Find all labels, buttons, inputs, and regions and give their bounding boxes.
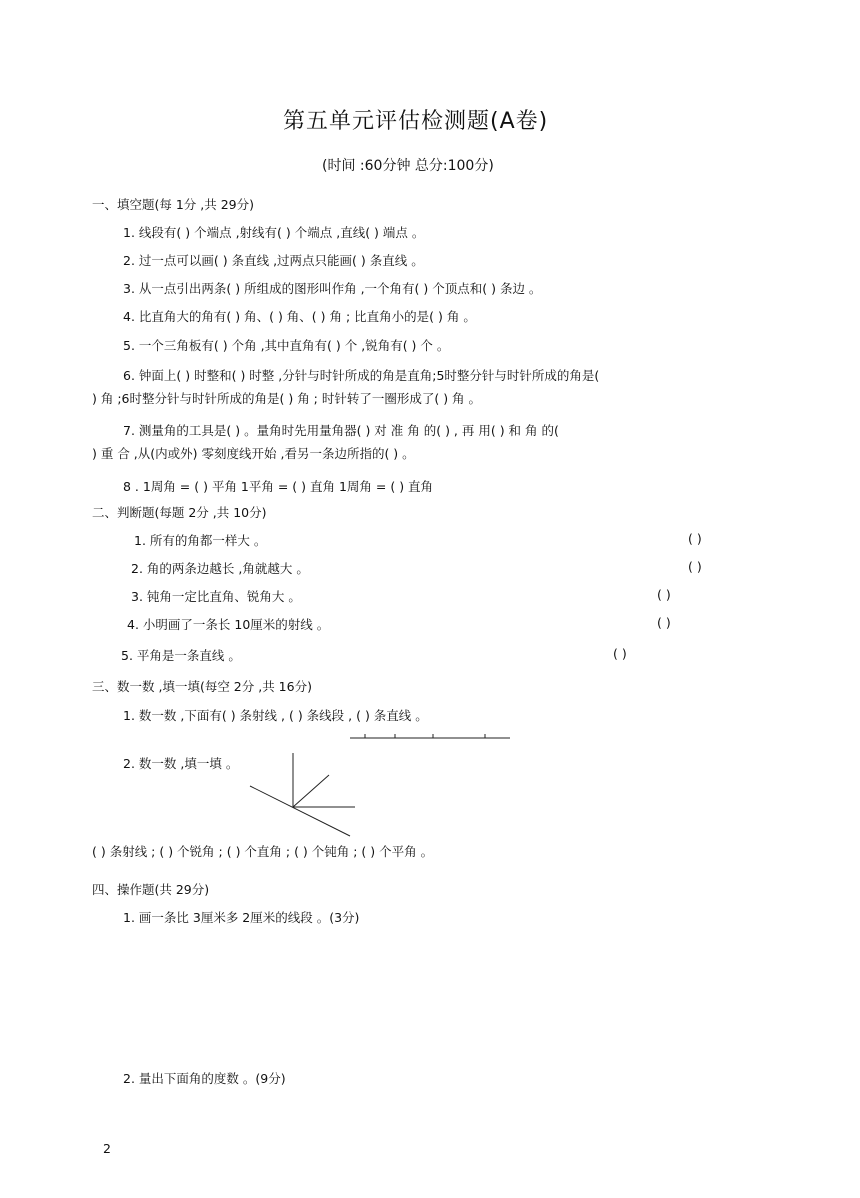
s4-question-1: 1. 画一条比 3厘米多 2厘米的线段 。(3分): [123, 910, 360, 925]
s1-question-3: 3. 从一点引出两条( ) 所组成的图形叫作角 ,一个角有( ) 个顶点和( ) 条边 。: [123, 281, 542, 296]
s2-item-4: 4. 小明画了一条长 10厘米的射线 。: [127, 617, 330, 632]
section2-heading: 二、判断题(每题 2分 ,共 10分): [92, 505, 267, 520]
s2-item-1: 1. 所有的角都一样大 。: [134, 533, 267, 548]
s2-item-5-paren: ( ): [613, 646, 627, 661]
s1-question-1: 1. 线段有( ) 个端点 ,射线有( ) 个端点 ,直线( ) 端点 。: [123, 225, 425, 240]
s2-item-2: 2. 角的两条边越长 ,角就越大 。: [131, 561, 309, 576]
angles-figure: [248, 752, 358, 842]
s1-question-2: 2. 过一点可以画( ) 条直线 ,过两点只能画( ) 条直线 。: [123, 253, 424, 268]
s1-question-4: 4. 比直角大的角有( ) 角、( ) 角、( ) 角 ; 比直角小的是( ) 角 。: [123, 309, 476, 324]
s3-question-2-answer: ( ) 条射线 ; ( ) 个锐角 ; ( ) 个直角 ; ( ) 个钝角 ; ( ) 个平角 。: [92, 844, 434, 859]
segment-line-figure: [346, 728, 514, 742]
s2-item-3-paren: ( ): [657, 587, 671, 602]
s2-item-4-paren: ( ): [657, 615, 671, 630]
s2-item-2-paren: ( ): [688, 559, 702, 574]
s1-question-6-line2: ) 角 ;6时整分针与时针所成的角是( ) 角 ; 时针转了一圈形成了( ) 角 。: [92, 391, 482, 406]
s4-question-2: 2. 量出下面角的度数 。(9分): [123, 1071, 286, 1086]
s1-question-8: 8 . 1周角 = ( ) 平角 1平角 = ( ) 直角 1周角 = ( ) 直角: [123, 479, 434, 494]
s2-item-3: 3. 钝角一定比直角、锐角大 。: [131, 589, 301, 604]
s1-question-5: 5. 一个三角板有( ) 个角 ,其中直角有( ) 个 ,锐角有( ) 个 。: [123, 338, 450, 353]
s1-question-6-line1: 6. 钟面上( ) 时整和( ) 时整 ,分针与时针所成的角是直角;5时整分针与时针所成的角是(: [123, 368, 600, 383]
s3-question-2: 2. 数一数 ,填一填 。: [123, 756, 239, 771]
page-subtitle: (时间 :60分钟 总分:100分): [322, 158, 494, 174]
section4-heading: 四、操作题(共 29分): [92, 882, 210, 897]
page-number: 2: [103, 1141, 111, 1156]
s3-question-1: 1. 数一数 ,下面有( ) 条射线 , ( ) 条线段 , ( ) 条直线 。: [123, 708, 428, 723]
s2-item-5: 5. 平角是一条直线 。: [121, 648, 241, 663]
page-title: 第五单元评估检测题(A卷): [283, 109, 549, 134]
section1-heading: 一、填空题(每 1分 ,共 29分): [92, 197, 255, 212]
section3-heading: 三、数一数 ,填一填(每空 2分 ,共 16分): [92, 679, 312, 694]
s1-question-7-line2: ) 重 合 ,从(内或外) 零刻度线开始 ,看另一条边所指的( ) 。: [92, 446, 415, 461]
s2-item-1-paren: ( ): [688, 531, 702, 546]
s1-question-7-line1: 7. 测量角的工具是( ) 。量角时先用量角器( ) 对 准 角 的( ) , 再 用( ) 和 角 的(: [123, 423, 559, 438]
